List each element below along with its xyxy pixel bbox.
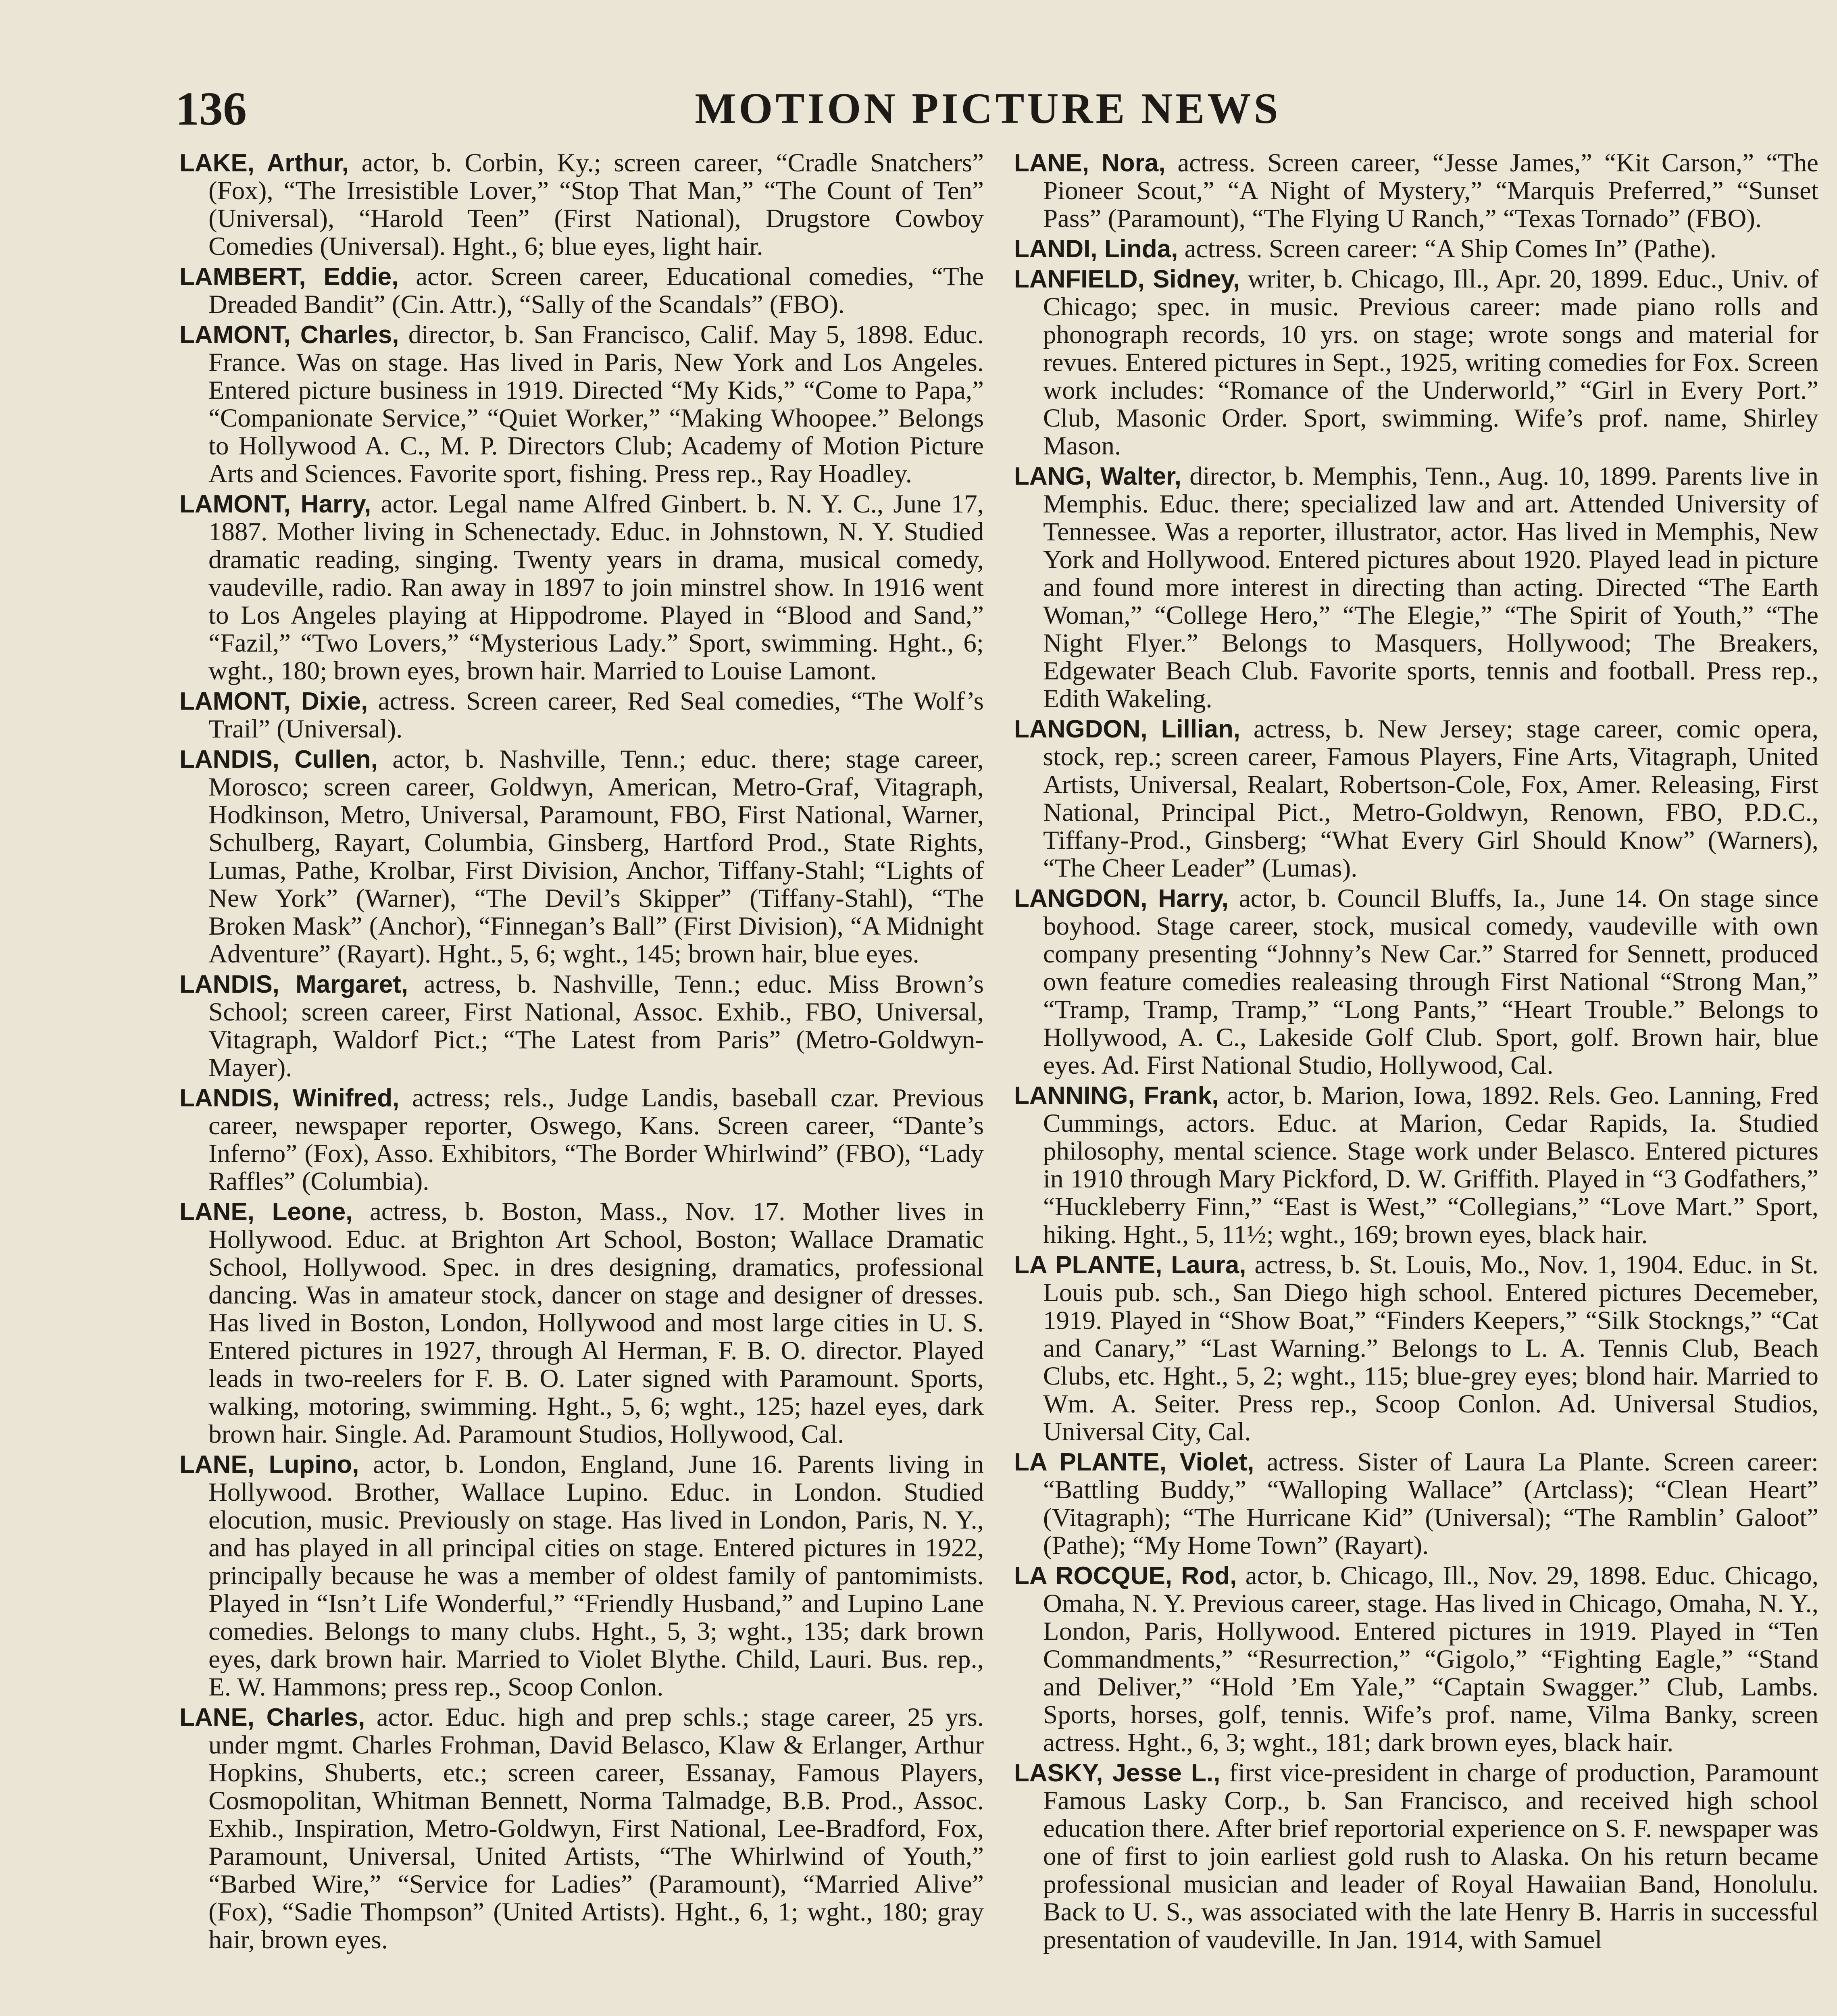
entry-text: actor, b. Chicago, Ill., Nov. 29, 1898. Educ. Chicago, Omaha, N. Y. Previous career, stage. Has lived in Chicago, Omaha, N. Y., London, Paris, Hollywood. Entered pictures in 1919. Played in “Ten Commandments,” “Resurrection,” “Gigolo,” “Fighting Eagle,” “Stand and Deliver,” “Hold ’Em Yale,” “Captain Swagger.” Club, Lambs. Sports, horses, golf, tennis. Wife’s prof. name, Vilma Banky, screen actress. Hght., 6, 3; wght., 181; dark brown eyes, black hair.	[1043, 1561, 1818, 1757]
directory-entry	[179, 1084, 984, 1195]
directory-entry	[1014, 235, 1818, 263]
entry-name: LA PLANTE, Laura,	[1014, 1251, 1246, 1279]
entry-name: LANDI, Linda,	[1014, 235, 1178, 263]
entry-name: LA PLANTE, Violet,	[1014, 1448, 1254, 1476]
directory-entry	[1014, 885, 1818, 1079]
entry-name: LANFIELD, Sidney,	[1014, 265, 1240, 293]
right-column	[1014, 149, 1818, 2016]
entry-text: first vice-president in charge of production, Paramount Famous Lasky Corp., b. San Francisco, and received high school education there. After brief reportorial experience on S. F. newspaper was one of first to join earliest gold rush to Alaska. On his return became professional musician and leader of Royal Hawaiian Band, Honolulu. Back to U. S., was associated with the late Henry B. Harris in successful presentation of vaudeville. In Jan. 1914, with Samuel	[1043, 1758, 1818, 1954]
entry-text: actor, b. Council Bluffs, Ia., June 14. On stage since boyhood. Stage career, stock, musical comedy, vaudeville with own company presenting “Johnny’s New Car.” Starred for Sennett, produced own feature comedies realeasing through First National “Strong Man,” “Tramp, Tramp, Tramp,” “Long Pants,” “Heart Trouble.” Belongs to Hollywood, A. C., Lakeside Golf Club. Sport, golf. Brown hair, blue eyes. Ad. First National Studio, Hollywood, Cal.	[1043, 884, 1818, 1080]
entry-text: actress, b. Nashville, Tenn.; educ. Miss Brown’s School; screen career, First National, Assoc. Exhib., FBO, Universal, Vitagraph, Waldorf Pict.; “The Latest from Paris” (Metro-Goldwyn-Mayer).	[208, 970, 984, 1082]
directory-entry	[179, 490, 984, 685]
directory-entry	[1014, 1251, 1818, 1446]
entry-text: actor, b. Marion, Iowa, 1892. Rels. Geo. Lanning, Fred Cummings, actors. Educ. at Marion, Cedar Rapids, Ia. Studied philosophy, mental science. Stage work under Belasco. Entered pictures in 1910 through Mary Pickford, D. W. Griffith. Played in “3 Godfathers,” “Huckleberry Finn,” “East is West,” “Collegians,” “Love Mart.” Sport, hiking. Hght., 5, 11½; wght., 169; brown eyes, black hair.	[1043, 1081, 1818, 1249]
entry-name: LAMONT, Charles,	[179, 321, 399, 349]
page-header	[175, 79, 1800, 143]
entry-text: actor, b. Nashville, Tenn.; educ. there; stage career, Morosco; screen career, Goldwyn, American, Metro-Graf, Vitagraph, Hodkinson, Metro, Universal, Paramount, FBO, First National, Warner, Schulberg, Rayart, Columbia, Ginsberg, Hartford Prod., State Rights, Lumas, Pathe, Krolbar, First Division, Anchor, Tiffany-Stahl; “Lights of New York” (Warner), “The Devil’s Skipper” (Tiffany-Stahl), “The Broken Mask” (Anchor), “Finnegan’s Ball” (First Division), “A Midnight Adventure” (Rayart). Hght., 5, 6; wght., 145; brown hair, blue eyes.	[208, 745, 984, 968]
directory-entry	[179, 971, 984, 1082]
entry-text: actor. Educ. high and prep schls.; stage career, 25 yrs. under mgmt. Charles Frohman, David Belasco, Klaw & Erlanger, Arthur Hopkins, Shuberts, etc.; screen career, Essanay, Famous Players, Cosmopolitan, Whitman Bennett, Norma Talmadge, B.B. Prod., Assoc. Exhib., Inspiration, Metro-Goldwyn, First National, Lee-Bradford, Fox, Paramount, Universal, United Artists, “The Whirlwind of Youth,” “Barbed Wire,” “Service for Ladies” (Paramount), “Married Alive” (Fox), “Sadie Thompson” (United Artists). Hght., 6, 1; wght., 180; gray hair, brown eyes.	[208, 1703, 984, 1954]
entry-text: actress, b. Boston, Mass., Nov. 17. Mother lives in Hollywood. Educ. at Brighton Art School, Boston; Wallace Dramatic School, Hollywood. Spec. in dres designing, dramatics, professional dancing. Was in amateur stock, dancer on stage and designer of dresses. Has lived in Boston, London, Hollywood and most large cities in U. S. Entered pictures in 1927, through Al Herman, F. B. O. director. Played leads in two-reelers for F. B. O. Later signed with Paramount. Sports, walking, motoring, swimming. Hght., 5, 6; wght., 125; hazel eyes, dark brown hair. Single. Ad. Paramount Studios, Hollywood, Cal.	[208, 1197, 984, 1449]
entry-name: LAKE, Arthur,	[179, 149, 349, 177]
entry-name: LAMONT, Dixie,	[179, 687, 368, 715]
entry-text: actress, b. New Jersey; stage career, comic opera, stock, rep.; screen career, Famous Players, Fine Arts, Vitagraph, United Artists, Universal, Realart, Robertson-Cole, Fox, Amer. Releasing, First National, Principal Pict., Metro-Goldwyn, Renown, FBO, P.D.C., Tiffany-Prod., Ginsberg; “What Every Girl Should Know” (Warners), “The Cheer Leader” (Lumas).	[1043, 714, 1818, 883]
entry-name: LAMONT, Harry,	[179, 490, 371, 518]
entry-name: LAMBERT, Eddie,	[179, 263, 399, 291]
directory-entry	[1014, 1562, 1818, 1757]
directory-entry	[1014, 1448, 1818, 1560]
directory-entry	[179, 321, 984, 488]
directory-entry	[1014, 265, 1818, 460]
entry-name: LANE, Nora,	[1014, 149, 1166, 177]
directory-entry	[179, 687, 984, 743]
entry-text: actor, b. London, England, June 16. Parents living in Hollywood. Brother, Wallace Lupino. Educ. in London. Studied elocution, music. Previously on stage. Has lived in London, Paris, N. Y., and has played in all principal cities on stage. Entered pictures in 1922, principally because he was a member of oldest family of pantomimists. Played in “Isn’t Life Wonderful,” “Friendly Husband,” and Lupino Lane comedies. Belongs to many clubs. Hght., 5, 3; wght., 135; dark brown eyes, dark brown hair. Married to Violet Blythe. Child, Lauri. Bus. rep., E. W. Hammons; press rep., Scoop Conlon.	[208, 1450, 984, 1702]
directory-entry	[1014, 1082, 1818, 1249]
directory-entry	[179, 263, 984, 319]
entry-name: LANG, Walter,	[1014, 462, 1182, 490]
entry-name: LA ROCQUE, Rod,	[1014, 1562, 1237, 1590]
page-title: MOTION PICTURE NEWS	[695, 85, 1281, 133]
entry-text: actress; rels., Judge Landis, baseball czar. Previous career, newspaper reporter, Oswego, Kans. Screen career, “Dante’s Inferno” (Fox), Asso. Exhibitors, “The Border Whirlwind” (FBO), “Lady Raffles” (Columbia).	[208, 1083, 984, 1196]
entry-name: LANDIS, Cullen,	[179, 746, 378, 773]
directory-entry	[1014, 462, 1818, 713]
entry-text: actor, b. Corbin, Ky.; screen career, “Cradle Snatchers” (Fox), “The Irresistible Lover,” “Stop That Man,” “The Count of Ten” (Universal), “Harold Teen” (First National), Drugstore Cowboy Comedies (Universal). Hght., 6; blue eyes, light hair.	[208, 149, 984, 261]
directory-entry	[179, 149, 984, 260]
entry-name: LASKY, Jesse L.,	[1014, 1759, 1221, 1787]
directory-entry	[179, 1704, 984, 1954]
entry-text: actor. Screen career, Educational comedies, “The Dreaded Bandit” (Cin. Attr.), “Sally of the Scandals” (FBO).	[208, 262, 984, 319]
directory-entry	[179, 746, 984, 968]
entry-name: LANDIS, Winifred,	[179, 1084, 400, 1112]
page-number: 136	[175, 82, 247, 135]
entry-text: director, b. San Francisco, Calif. May 5, 1898. Educ. France. Was on stage. Has lived in Paris, New York and Los Angeles. Entered picture business in 1919. Directed “My Kids,” “Come to Papa,” “Companionate Service,” “Quiet Worker,” “Making Whoopee.” Belongs to Hollywood A. C., M. P. Directors Club; Academy of Motion Picture Arts and Sciences. Favorite sport, fishing. Press rep., Ray Hoadley.	[208, 320, 984, 488]
entry-text: actress. Screen career: “A Ship Comes In” (Pathe).	[1178, 234, 1717, 263]
directory-entry	[1014, 149, 1818, 233]
entry-name: LANGDON, Harry,	[1014, 885, 1229, 912]
entry-text: writer, b. Chicago, Ill., Apr. 20, 1899. Educ., Univ. of Chicago; spec. in music. Previous career: made piano rolls and phonograph records, 10 yrs. on stage; wrote songs and material for revues. Entered pictures in Sept., 1925, writing comedies for Fox. Screen work includes: “Romance of the Underworld,” “Girl in Every Port.” Club, Masonic Order. Sport, swimming. Wife’s prof. name, Shirley Mason.	[1043, 264, 1818, 460]
entry-name: LANE, Leone,	[179, 1198, 353, 1226]
entry-text: actor. Legal name Alfred Ginbert. b. N. Y. C., June 17, 1887. Mother living in Schenectady. Educ. in Johnstown, N. Y. Studied dramatic reading, singing. Twenty years in drama, musical comedy, vaudeville, radio. Ran away in 1897 to join minstrel show. In 1916 went to Los Angeles playing at Hippodrome. Played in “Blood and Sand,” “Fazil,” “Two Lovers,” “Mysterious Lady.” Sport, swimming. Hght., 6; wght., 180; brown eyes, brown hair. Married to Louise Lamont.	[208, 489, 984, 685]
left-column	[179, 149, 984, 2016]
directory-entry	[179, 1451, 984, 1701]
directory-entry	[179, 1198, 984, 1448]
entry-name: LANE, Lupino,	[179, 1451, 359, 1479]
entry-name: LANDIS, Margaret,	[179, 971, 408, 998]
entry-text: director, b. Memphis, Tenn., Aug. 10, 1899. Parents live in Memphis. Educ. there; specialized law and art. Attended University of Tennessee. Was a reporter, illustrator, actor. Has lived in Memphis, New York and Hollywood. Entered pictures about 1920. Played lead in picture and found more interest in directing than acting. Directed “The Earth Woman,” “College Hero,” “The Elegie,” “The Spirit of Youth,” “The Night Flyer.” Belongs to Masquers, Hollywood; The Breakers, Edgewater Beach Club. Favorite sports, tennis and football. Press rep., Edith Wakeling.	[1043, 462, 1818, 713]
directory-entry	[1014, 715, 1818, 882]
entry-name: LANGDON, Lillian,	[1014, 715, 1240, 743]
entry-text: actress. Screen career, Red Seal comedies, “The Wolf’s Trail” (Universal).	[208, 687, 984, 744]
directory-entry	[1014, 1759, 1818, 1954]
entry-text: actress. Screen career, “Jesse James,” “Kit Carson,” “The Pioneer Scout,” “A Night of Mystery,” “Marquis Preferred,” “Sunset Pass” (Paramount), “The Flying U Ranch,” “Texas Tornado” (FBO).	[1043, 149, 1818, 233]
entry-text: actress. Sister of Laura La Plante. Screen career: “Battling Buddy,” “Walloping Wallace” (Artclass); “Clean Heart” (Vitagraph); “The Hurricane Kid” (Universal); “The Ramblin’ Galoot” (Pathe); “My Home Town” (Rayart).	[1043, 1447, 1818, 1560]
entry-name: LANE, Charles,	[179, 1704, 365, 1731]
entry-text: actress, b. St. Louis, Mo., Nov. 1, 1904. Educ. in St. Louis pub. sch., San Diego high school. Entered pictures Decemeber, 1919. Played in “Show Boat,” “Finders Keepers,” “Silk Stockngs,” “Cat and Canary,” “Last Warning.” Belongs to L. A. Tennis Club, Beach Clubs, etc. Hght., 5, 2; wght., 115; blue-grey eyes; blond hair. Married to Wm. A. Seiter. Press rep., Scoop Conlon. Ad. Universal Studios, Universal City, Cal.	[1043, 1250, 1818, 1446]
entry-name: LANNING, Frank,	[1014, 1082, 1219, 1110]
